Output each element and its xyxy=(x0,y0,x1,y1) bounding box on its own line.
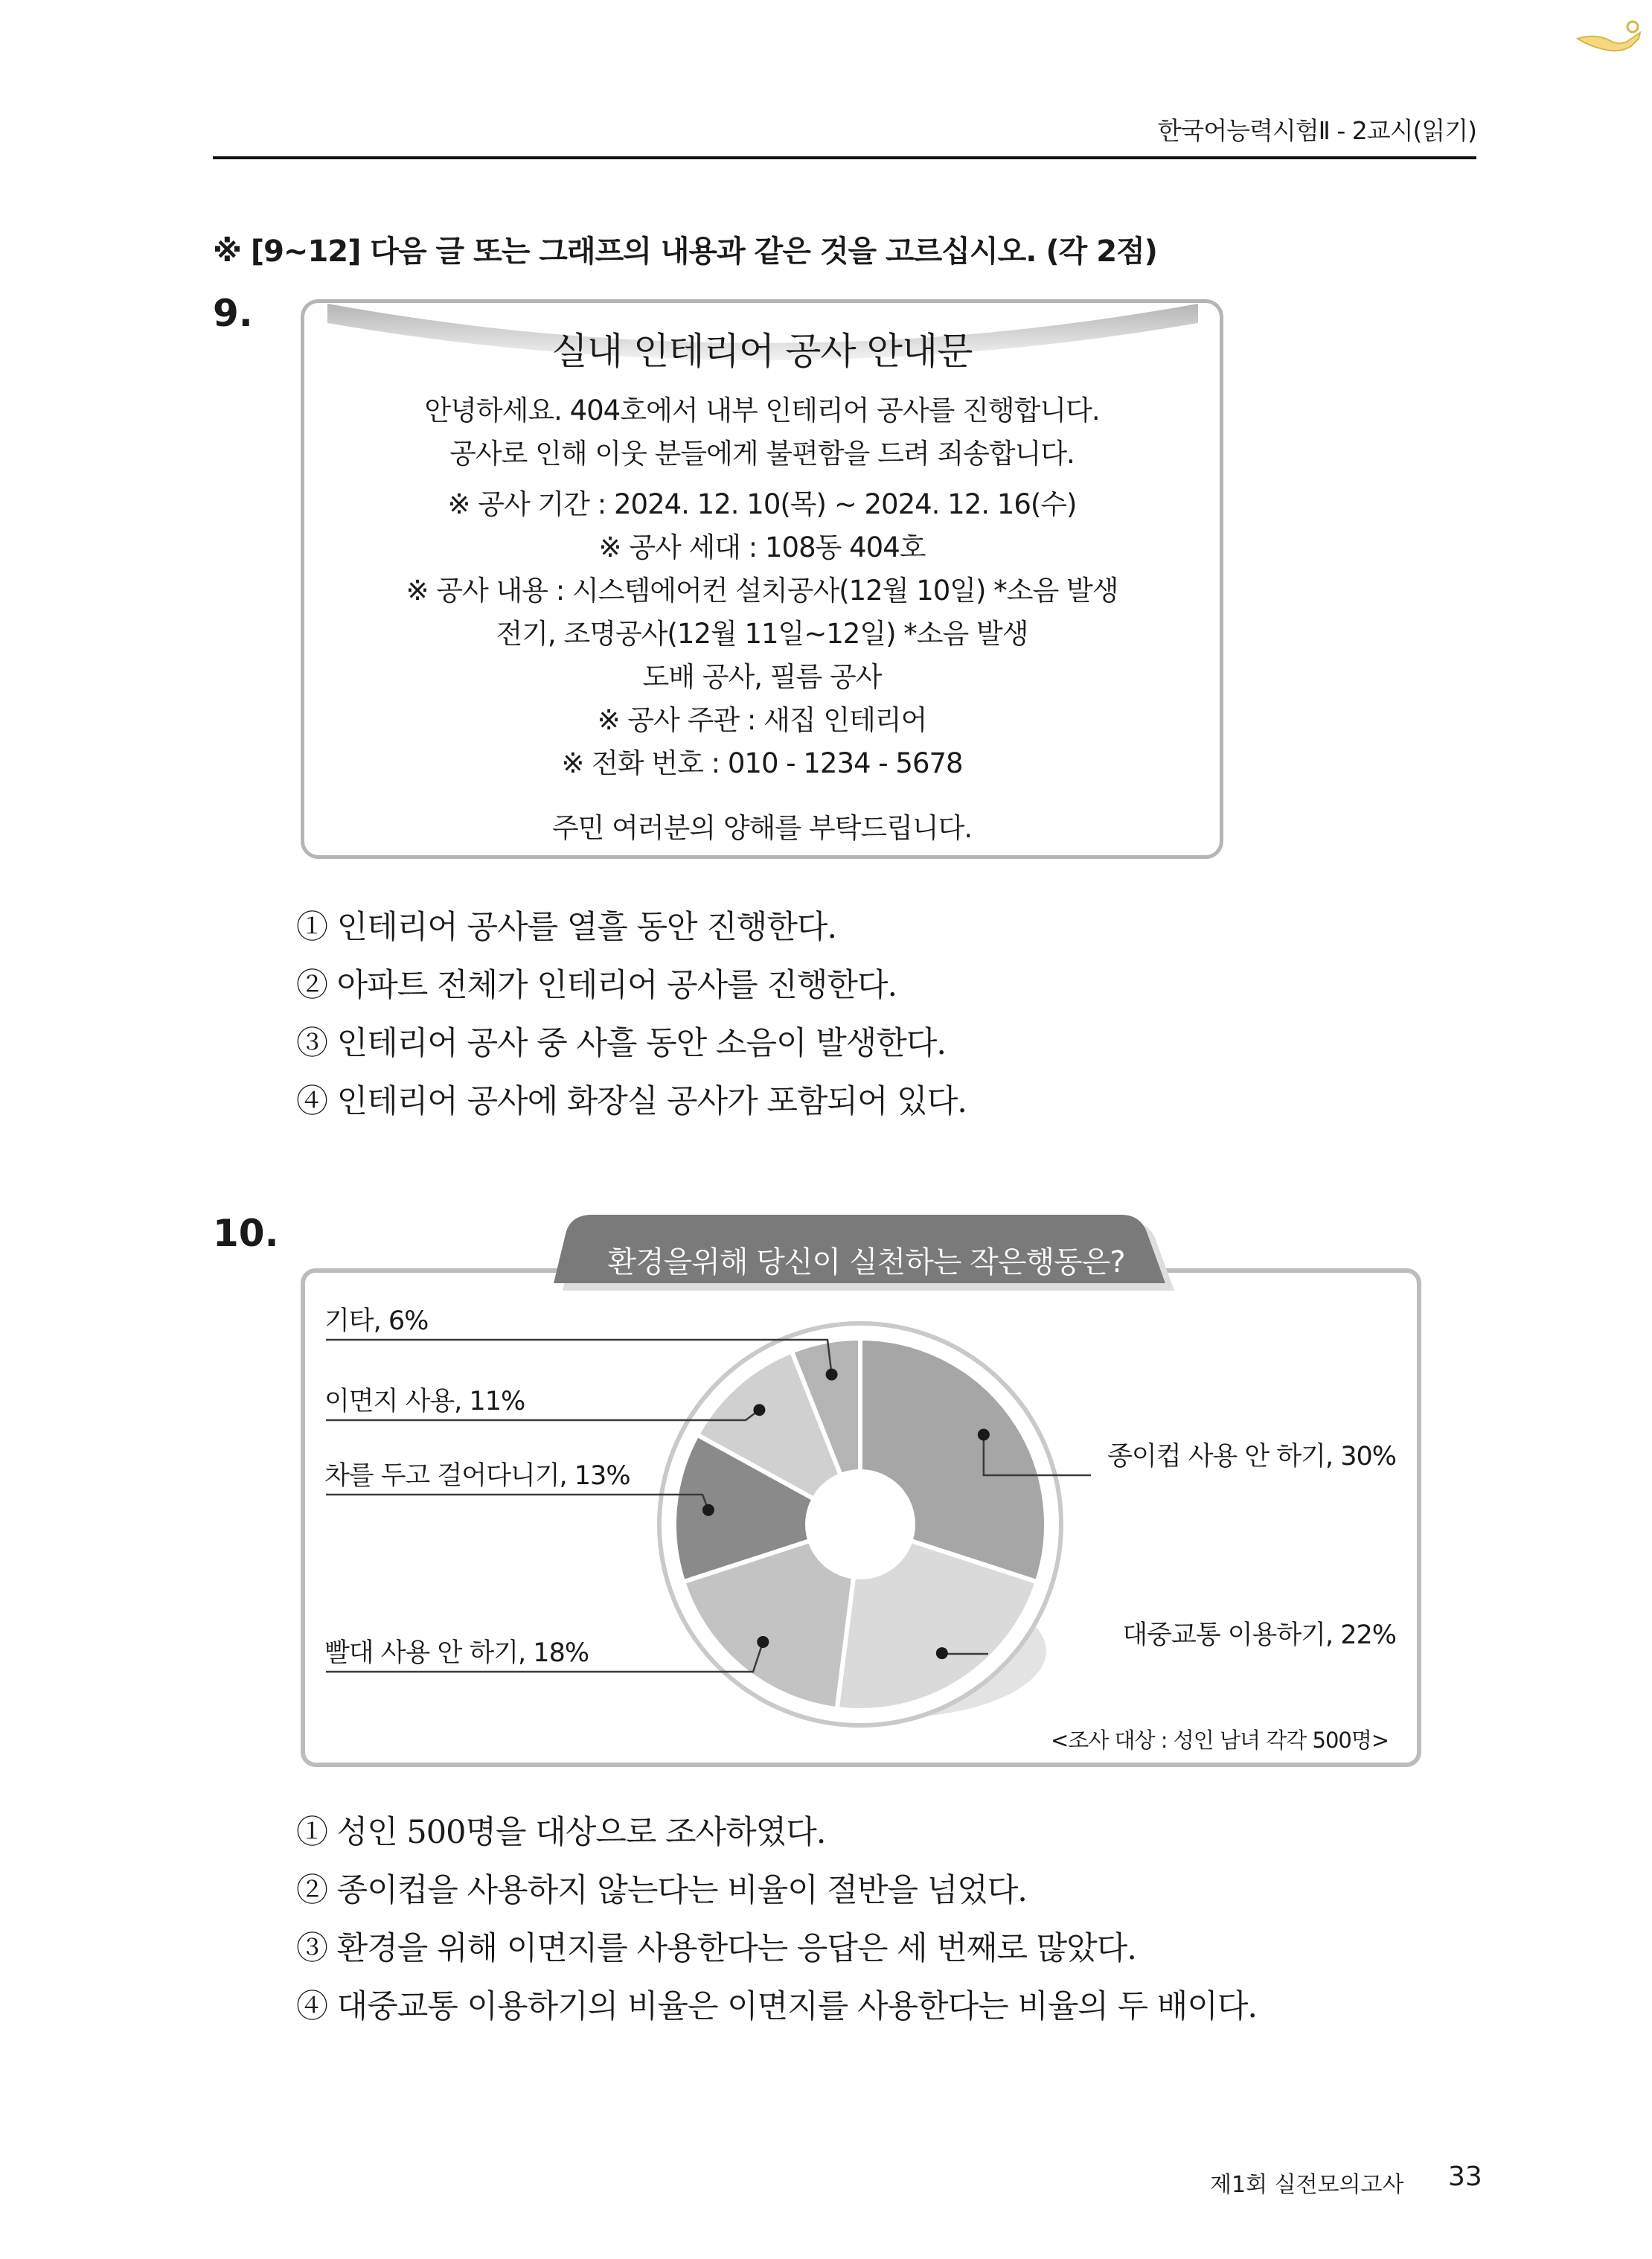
notice-line: 안녕하세요. 404호에서 내부 인테리어 공사를 진행합니다. xyxy=(424,394,1100,426)
notice-line: 전기, 조명공사(12월 11일~12일) *소음 발생 xyxy=(496,618,1028,650)
notice-line: 공사로 인해 이웃 분들에게 불편함을 드려 죄송합니다. xyxy=(449,438,1075,470)
slice-label: 기타, 6% xyxy=(324,1306,429,1336)
slice-label: 빨대 사용 안 하기, 18% xyxy=(324,1638,589,1668)
q9-choice-3[interactable]: ③ 인테리어 공사 중 사흘 동안 소음이 발생한다. xyxy=(296,1025,947,1062)
section-instruction: ※ [9~12] 다음 글 또는 그래프의 내용과 같은 것을 고르십시오. (각 2점) xyxy=(213,234,1157,269)
chart-frame xyxy=(301,1268,1421,1767)
notice-line: ※ 공사 기간 : 2024. 12. 10(목) ~ 2024. 12. 16(수) xyxy=(447,488,1077,520)
header-divider xyxy=(213,156,1476,159)
q10-choice-1[interactable]: ① 성인 500명을 대상으로 조사하였다. xyxy=(296,1814,826,1851)
q9-choice-4[interactable]: ④ 인테리어 공사에 화장실 공사가 포함되어 있다. xyxy=(296,1083,967,1120)
notice-title: 실내 인테리어 공사 안내문 xyxy=(551,330,973,373)
page-number: 33 xyxy=(1448,2161,1482,2192)
notice-line: ※ 공사 내용 : 시스템에어컨 설치공사(12월 10일) *소음 발생 xyxy=(406,575,1118,607)
question-number-10: 10. xyxy=(213,1212,279,1255)
slice-label: 이면지 사용, 11% xyxy=(324,1387,525,1416)
q9-choice-2[interactable]: ② 아파트 전체가 인테리어 공사를 진행한다. xyxy=(296,967,897,1004)
slice-label: 대중교통 이용하기, 22% xyxy=(1122,1620,1396,1650)
slice-label: 종이컵 사용 안 하기, 30% xyxy=(1107,1442,1396,1472)
slice-label: 차를 두고 걸어다니기, 13% xyxy=(324,1461,630,1491)
notice-closing: 주민 여러분의 양해를 부탁드립니다. xyxy=(551,812,973,844)
notice-body xyxy=(301,389,1223,785)
notice-line: 도배 공사, 필름 공사 xyxy=(642,661,882,693)
notice-line: ※ 전화 번호 : 010 - 1234 - 5678 xyxy=(561,747,963,779)
survey-note: <조사 대상 : 성인 남녀 각각 500명> xyxy=(1051,1728,1389,1753)
exam-header-title: 한국어능력시험Ⅱ - 2교시(읽기) xyxy=(1157,116,1476,145)
footer-exam-title: 제1회 실전모의고사 xyxy=(1210,2172,1404,2198)
q10-choice-2[interactable]: ② 종이컵을 사용하지 않는다는 비율이 절반을 넘었다. xyxy=(296,1872,1027,1909)
q10-choice-4[interactable]: ④ 대중교통 이용하기의 비율은 이면지를 사용한다는 비율의 두 배이다. xyxy=(296,1988,1258,2025)
q9-choice-1[interactable]: ① 인테리어 공사를 열흘 동안 진행한다. xyxy=(296,909,837,946)
q10-choice-3[interactable]: ③ 환경을 위해 이면지를 사용한다는 응답은 세 번째로 많았다. xyxy=(296,1930,1136,1967)
chart-title: 환경을위해 당신이 실천하는 작은행동은? xyxy=(607,1245,1125,1279)
notice-line: ※ 공사 주관 : 새집 인테리어 xyxy=(597,704,927,736)
lamp-logo-icon xyxy=(1575,16,1643,55)
notice-line: ※ 공사 세대 : 108동 404호 xyxy=(598,531,926,563)
question-number-9: 9. xyxy=(213,292,253,335)
